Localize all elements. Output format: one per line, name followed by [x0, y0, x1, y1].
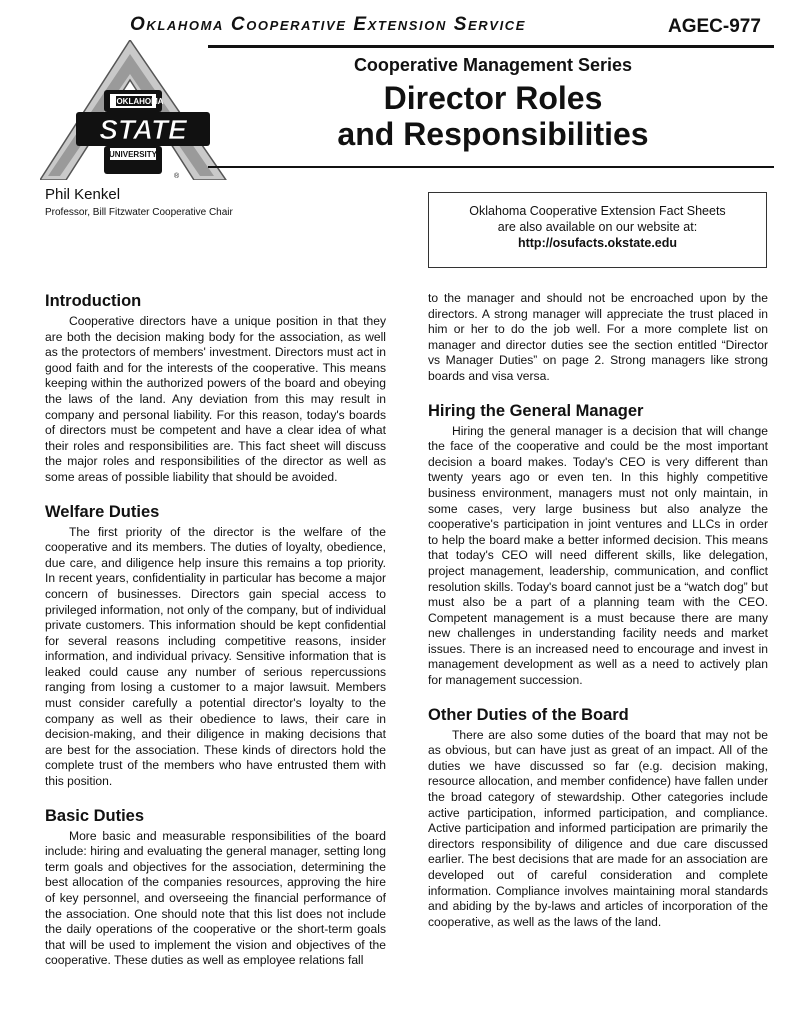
section-hiring-general-manager: [428, 401, 768, 689]
body-hiring-general-manager: Hiring the general manager is a decision that will change the face of the cooperative and could be the most important decision a board makes. Today's CEO is very different than twenty years ago or even ten. In this highly competitive business environment, managers must not only maintain, in some cases, very large business but also analyze the cooperative's participation in joint ventures and LLCs in order to help the board make a better informed decision. This means that today's CEO will need different skills, like delegation, project management, leadership, communication, and conflict resolution skills. Today's board cannot just be a “watch dog” but must also be a part of a planning team with the CEO. Competent management is a must because there are many new challenges in understanding facility needs and market issues. There is an increased need to encourage and invest in management development as well as a need to actively plan for management succession.: [428, 423, 768, 688]
header-rule-top: [208, 45, 774, 48]
fact-sheet-box: [428, 192, 767, 268]
body-introduction: Cooperative directors have a unique position in that they are both the decision making body for the association, as well as the protectors of members' investment. Directors must act in good faith and for the interests of the cooperative. This means keeping within the authorized powers of the board and obeying the laws of the land. Any deviation from this may result in company and personal liability. For this reason, today's boards of directors must be competent and have a clear idea of what their roles and responsibilities are. This fact sheet will discuss the major roles and responsibilities of the director as well as some areas of possible liability that should be avoided.: [45, 314, 386, 484]
body-other-duties: There are also some duties of the board that may not be as obvious, but can have just as great of an impact. All of the duties we have discussed so far (e.g. decision making, resource allocation, and member confidence) have fallen under the broad category of stewardship. Other categories include active participation, informed participation, and compliance. Active participation and informed participation are primarily the directors responsibility of diligence and due care discussed earlier. The best decisions that are made for an association are developed out of careful consideration and complete information. Compliance involves maintaining moral standards and abiding by the by-laws and articles of incorporation of the cooperative, as well as the laws of the land.: [428, 727, 768, 929]
page-title-line-2: and Responsibilities: [337, 116, 649, 152]
section-introduction: [45, 291, 386, 486]
logo-text-state: STATE: [99, 114, 187, 145]
section-basic-duties: [45, 806, 386, 969]
section-welfare-duties: [45, 502, 386, 790]
publication-code: AGEC-977: [668, 16, 761, 37]
page-title-line-1: Director Roles: [383, 80, 603, 116]
extension-service-banner: Oklahoma Cooperative Extension Service: [130, 14, 527, 35]
logo-text-university: UNIVERSITY: [108, 150, 158, 159]
fact-sheet-url[interactable]: http://osufacts.okstate.edu: [517, 236, 678, 250]
body-basic-duties: More basic and measurable responsibilities of the board include: hiring and evaluating the general manager, setting long term goals and objectives for the association, determining the best allocation of the companies resources, approving the hire of key personnel, and overseeing the financial performance of the association. One should note that this list does not include the daily operations of the cooperative or the short-term goals that will be used to implement the vision and objectives of the cooperative. These duties as well as employee relations fall: [45, 828, 386, 968]
heading-basic-duties: Basic Duties: [45, 806, 145, 825]
author-title: Professor, Bill Fitzwater Cooperative Chair: [45, 207, 233, 218]
header-rule-bottom: [208, 166, 774, 168]
author-name: Phil Kenkel: [45, 186, 121, 203]
heading-hiring-general-manager: Hiring the General Manager: [428, 401, 644, 420]
fact-sheet-line-1: Oklahoma Cooperative Extension Fact Sheets: [469, 204, 726, 218]
heading-other-duties: Other Duties of the Board: [428, 705, 629, 724]
fact-sheet-line-2: are also available on our website at:: [497, 220, 698, 234]
right-column: [428, 291, 768, 946]
left-column: [45, 291, 386, 985]
body-welfare-duties: The first priority of the director is the welfare of the cooperative and its members. The duties of loyalty, obedience, due care, and diligence help insure this remains a top priority. In recent years, confidentiality in particular has become a major concern of businesses. Directors gain special access to privileged information, not only of the company, but of individual private customers. This information should be kept confidential for several reasons including competitive reasons, insider information, and individual privacy. Sensitive information that is leaked could cause any number of serious repercussions ranging from losing a customer to a major lawsuit. Members must consider carefully a potential director's loyalty to the company as well as their obedience to laws, their care in decision-making, and their diligence in making decisions that are best for the association. These kinds of directors hold the complete trust of the members who have entrusted them with this position.: [45, 524, 386, 789]
section-basic-duties-continued: [428, 291, 768, 385]
logo-text-oklahoma: OKLAHOMA: [116, 97, 164, 106]
heading-welfare-duties: Welfare Duties: [45, 502, 160, 521]
osu-logo-icon: [40, 40, 240, 180]
body-basic-duties-continued: to the manager and should not be encroached upon by the directors. A strong manager will appreciate the trust placed in him or her to do the job well. For a more complete list on manager and director duties see the section entitled “Director vs Manager Duties” on page 2. Strong managers like strong boards and visa versa.: [428, 291, 768, 383]
series-title: Cooperative Management Series: [353, 55, 633, 75]
section-other-duties: [428, 705, 768, 931]
logo-registered-mark: ®: [174, 173, 180, 180]
heading-introduction: Introduction: [45, 292, 142, 310]
